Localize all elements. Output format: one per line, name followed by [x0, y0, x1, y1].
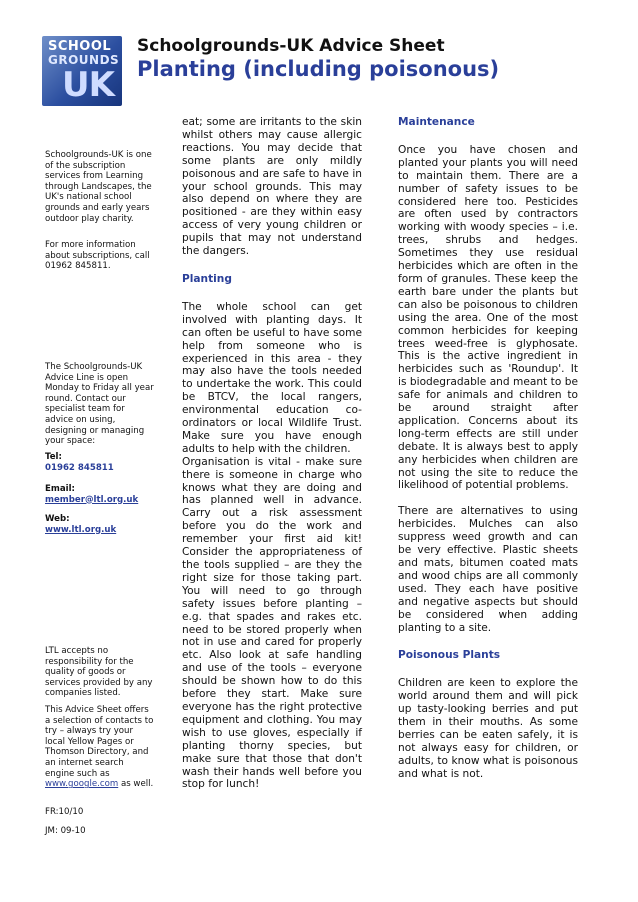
- col2-para-2: There are alternatives to using herbicides. Mulches can also suppress weed growth and can be very effective. Plastic sheets and mats, bitumen coated mats and wood chips are all commonly used. They each have positive and negative aspects but should be considered when adding planting to a site.: [398, 505, 578, 634]
- sidebar-fr: [45, 807, 155, 818]
- google-link[interactable]: www.google.com: [45, 779, 119, 790]
- jm-code: JM: 09-10: [45, 826, 86, 836]
- page-subtitle: Planting (including poisonous): [137, 57, 500, 81]
- sidebar-disclaimer: [45, 646, 155, 699]
- sidebar-more-info-text: For more information about subscriptions, call 01962 845811.: [45, 240, 150, 272]
- web-link[interactable]: www.ltl.org.uk: [45, 524, 117, 535]
- col2-para-1: Once you have chosen and planted your plants you will need to maintain them. There are a number of safety issues to be considered here too. Pesticides are often used by contractors working with woody species – i.e. trees, shrubs and hedges. Sometimes they use residual herbicides which are often in the form of granules. These keep the earth bare under the plants but can also be poisonous to children using the area. One of the most common herbicides for keeping trees weed-free is glyphosate. This is the active ingredient in herbicides such as 'Roundup'. It is biodegradable and meant to be safe for animals and children to be around straight after application. Concerns about its long-term effects are still under debate. It is always best to apply any herbicides when children are not using the site to reduce the likelihood of potential problems.: [398, 143, 578, 492]
- poisonous-plants-heading: Poisonous Plants: [398, 649, 501, 662]
- logo-line-grounds: GROUNDS: [48, 53, 120, 67]
- sidebar-advice-line: [45, 362, 155, 447]
- col1-para-2: The whole school can get involved with planting days. It can often be useful to have some help from someone who is experienced in this area - they may also have the tools needed to undertake the work. This could be BTCV, the local rangers, environmental education co-ordinators or local Wildlife Trust. Make sure you have enough adults to help with the children.: [182, 300, 362, 455]
- sidebar-more-info: [45, 240, 155, 272]
- logo-line-uk: UK: [62, 65, 114, 105]
- col2-para-3: Children are keen to explore the world around them and will pick up tasty-looking berries and put them in their mouths. As some berries can be eaten safely, it is not always easy for children, or adults, to know what is poisonous and what is not.: [398, 677, 578, 780]
- contacts-text-body: This Advice Sheet offers a selection of contacts to try – always try your local Yellow Pages or Thomson Directory, and an internet search engine such as: [45, 705, 154, 779]
- fr-code: FR:10/10: [45, 807, 84, 817]
- sidebar-jm: [45, 826, 155, 837]
- email-label: Email:: [45, 484, 75, 494]
- col1-para-3: Organisation is vital - make sure there is someone in charge who knows what they are doing and has planned well in advance. Carry out a risk assessment before you do the work and remember your first aid kit! Consider the appropriateness of the tools supplied – are they the right size for those taking part. You will need to go through safety issues before planting – e.g. that spades and rakes etc. need to be stored properly when not in use and cared for properly etc. Also look at safe handling and use of the tools – everyone should be shown how to do this before they start. Make sure everyone has the right protective equipment and clothing. You may wish to use gloves, especially if planting thorny species, but make sure that those that don't wash their hands well before you stop for lunch!: [182, 455, 362, 791]
- contacts-as-well: as well.: [118, 779, 154, 790]
- logo-line-school: SCHOOL: [48, 39, 112, 54]
- column-1: [182, 116, 362, 791]
- sidebar-intro: [45, 150, 155, 224]
- email-link[interactable]: member@ltl.org.uk: [45, 494, 139, 505]
- page-title: Schoolgrounds-UK Advice Sheet: [137, 36, 445, 56]
- sidebar-email: [45, 484, 155, 505]
- tel-value: 01962 845811: [45, 462, 114, 473]
- maintenance-heading: Maintenance: [398, 116, 475, 128]
- web-label: Web:: [45, 514, 70, 524]
- sidebar-advice-line-text: The Schoolgrounds-UK Advice Line is open Monday to Friday all year round. Contact our specialist team for advice on using, designing or managing your space:: [45, 362, 154, 447]
- disclaimer-text: LTL accepts no responsibility for the quality of goods or services provided by any companies listed.: [45, 646, 153, 699]
- column-2: [398, 116, 578, 781]
- sidebar-contacts: [45, 705, 155, 790]
- col1-para-1: eat; some are irritants to the skin whilst others may cause allergic reactions. You may decide that some plants are only mildly poisonous and are safe to have in your school grounds. This may also depend on where they are positioned - are they within easy access of very young children or pupils that may not understand the dangers.: [182, 116, 362, 258]
- planting-heading: Planting: [182, 272, 232, 285]
- sidebar-contact: [45, 452, 155, 473]
- sidebar-intro-text: Schoolgrounds-UK is one of the subscription services from Learning through Landscapes, the UK's national school grounds and early years outdoor play charity.: [45, 150, 152, 224]
- tel-label: Tel:: [45, 452, 62, 462]
- sidebar-web: [45, 514, 155, 535]
- schoolgrounds-uk-logo: [42, 36, 122, 106]
- contacts-text: [45, 705, 155, 790]
